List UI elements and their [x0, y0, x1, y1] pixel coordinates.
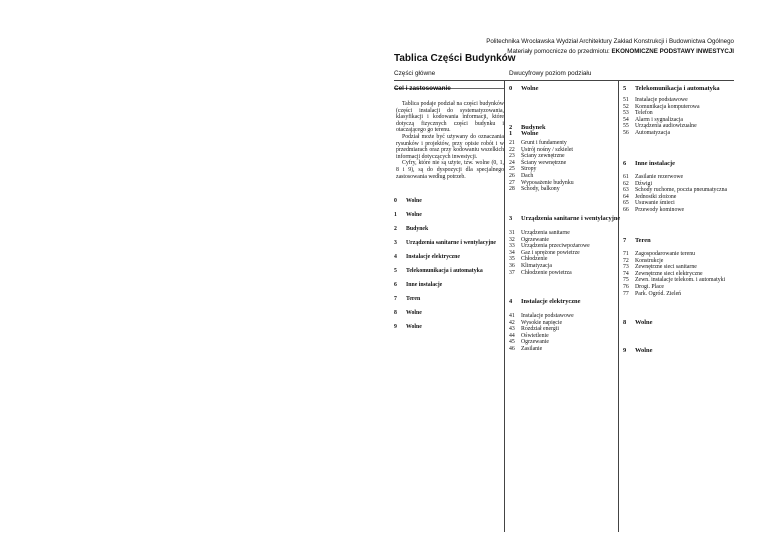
- item-number: 46: [509, 345, 515, 352]
- item-label: Zasilanie: [521, 345, 543, 352]
- list-item: [623, 117, 700, 124]
- main-part-number: 6: [394, 282, 397, 288]
- list-item: [509, 166, 574, 173]
- main-part-row: [394, 268, 483, 274]
- materials-prefix: Materiały pomocnicze do przedmiotu:: [507, 48, 612, 55]
- section-label: Budynek: [521, 124, 546, 131]
- main-part-number: 1: [394, 212, 397, 218]
- item-number: 77: [623, 290, 629, 297]
- item-number: 36: [509, 262, 515, 269]
- list-item: [509, 320, 574, 327]
- list-item: [623, 291, 725, 298]
- list-item: [623, 174, 727, 181]
- main-part-number: 2: [394, 226, 397, 232]
- item-label: Konstrukcje: [635, 257, 664, 264]
- purpose-paragraph: Podział może być używany do oznaczania rysunków i projektów, przy opisie robót i w przedmiarach oraz przy kodowaniu wszelkich informacji dotyczących inwestycji.: [396, 133, 504, 160]
- list-item: [509, 160, 574, 167]
- main-part-label: Wolne: [406, 212, 422, 218]
- item-label: Zewn. instalacje telekom. i automatyki: [635, 277, 726, 284]
- section-number: 5: [623, 85, 627, 92]
- item-number: 41: [509, 313, 515, 319]
- section-number: 8: [623, 319, 627, 326]
- main-part-number: 7: [394, 296, 397, 302]
- section-label: Urządzenia sanitarne i wentylacyjne: [521, 215, 621, 222]
- section-heading: [509, 130, 538, 137]
- item-label: Urządzenia audiowizualne: [635, 123, 697, 130]
- section-label: Teren: [635, 237, 651, 244]
- section-number: 0: [509, 85, 513, 92]
- item-number: 53: [623, 110, 629, 117]
- list-item: [623, 130, 700, 137]
- list-item: [509, 333, 574, 340]
- item-number: 21: [509, 140, 515, 146]
- item-number: 64: [623, 193, 629, 200]
- main-part-row: [394, 198, 422, 204]
- item-label: Dach: [521, 172, 534, 179]
- section-number: 2: [509, 124, 513, 131]
- section-heading: [509, 215, 620, 222]
- header-rule: [394, 80, 734, 81]
- item-label: Grunt i fundamenty: [521, 140, 567, 146]
- item-label: Urządzenia sanitarne: [521, 230, 570, 236]
- section-items: [623, 97, 700, 137]
- main-part-row: [394, 212, 422, 218]
- main-part-label: Wolne: [406, 310, 422, 316]
- item-label: Gaz i sprężone powietrze: [521, 249, 580, 256]
- item-number: 55: [623, 123, 629, 130]
- purpose-text: [396, 101, 504, 180]
- item-number: 35: [509, 256, 515, 263]
- section-heading: [509, 298, 580, 305]
- item-number: 61: [623, 174, 629, 180]
- item-label: Chłodzenie powietrza: [521, 269, 572, 276]
- list-item: [509, 263, 590, 270]
- item-label: Komunikacja komputerowa: [635, 103, 700, 110]
- item-number: 56: [623, 129, 629, 136]
- list-item: [509, 326, 574, 333]
- section-number: 7: [623, 237, 627, 244]
- main-part-number: 8: [394, 310, 397, 316]
- list-item: [509, 140, 574, 147]
- item-number: 65: [623, 200, 629, 207]
- section-label: Inne instalacje: [635, 160, 675, 167]
- item-label: Schody, balkony: [521, 186, 560, 193]
- course-name: EKONOMICZNE PODSTAWY INWESTYCJI: [611, 48, 734, 55]
- list-item: [509, 250, 590, 257]
- item-number: 54: [623, 116, 629, 123]
- list-item: [623, 264, 725, 271]
- item-number: 71: [623, 251, 629, 257]
- list-item: [623, 207, 727, 214]
- main-part-label: Teren: [406, 296, 421, 302]
- section-label: Wolne: [521, 130, 539, 137]
- item-label: Telefon: [635, 110, 653, 117]
- item-number: 62: [623, 180, 629, 187]
- section-number: 6: [623, 160, 627, 167]
- section-heading: [509, 85, 538, 92]
- main-part-number: 4: [394, 254, 397, 260]
- main-part-label: Telekomunikacja i automatyka: [406, 268, 483, 274]
- list-item: [623, 271, 725, 278]
- list-item: [623, 251, 725, 258]
- section-heading: [623, 347, 652, 354]
- item-number: 43: [509, 326, 515, 333]
- item-label: Urządzenia przeciwpożarowe: [521, 243, 590, 250]
- item-label: Rozdział energii: [521, 326, 560, 333]
- item-label: Instalacje podstawowe: [635, 97, 688, 103]
- item-number: 33: [509, 243, 515, 250]
- item-number: 52: [623, 103, 629, 110]
- list-item: [509, 230, 590, 237]
- section-label: Wolne: [521, 85, 539, 92]
- purpose-heading: Cel i zastosowanie: [394, 85, 451, 92]
- main-part-number: 3: [394, 240, 397, 246]
- column-divider-1: [504, 81, 505, 532]
- list-item: [509, 313, 574, 320]
- item-number: 28: [509, 186, 515, 193]
- section-heading: [509, 124, 546, 131]
- item-number: 74: [623, 270, 629, 277]
- item-label: Klimatyzacja: [521, 262, 552, 269]
- item-number: 22: [509, 146, 515, 153]
- main-part-row: [394, 310, 422, 316]
- item-label: Wyposażenie budynku: [521, 179, 574, 186]
- list-item: [509, 153, 574, 160]
- item-number: 44: [509, 332, 515, 339]
- column-header-main: Części główne: [394, 70, 436, 77]
- main-part-row: [394, 240, 496, 246]
- main-part-label: Wolne: [406, 198, 422, 204]
- institution-header: Politechnika Wrocławska Wydział Architektury Zakład Konstrukcji i Budownictwa Ogólnego: [486, 38, 734, 45]
- item-label: Zewnętrzne sieci sanitarne: [635, 264, 697, 271]
- list-item: [623, 284, 725, 291]
- item-label: Ogrzewanie: [521, 236, 550, 243]
- item-label: Ściany wewnętrzne: [521, 159, 567, 166]
- section-number: 3: [509, 215, 513, 222]
- item-label: Instalacje podstawowe: [521, 313, 574, 319]
- course-subtitle: [0, 48, 734, 55]
- item-number: 37: [509, 269, 515, 276]
- section-items: [623, 174, 727, 214]
- section-number: 1: [509, 130, 513, 137]
- item-label: Drogi. Place: [635, 283, 664, 290]
- section-items: [623, 251, 725, 297]
- item-number: 72: [623, 257, 629, 264]
- list-item: [509, 180, 574, 187]
- list-item: [509, 237, 590, 244]
- item-label: Zagospodarowanie terenu: [635, 251, 696, 257]
- list-item: [623, 187, 727, 194]
- item-label: Chłodzenie: [521, 256, 548, 263]
- item-number: 23: [509, 153, 515, 160]
- main-part-label: Instalacje elektryczne: [406, 254, 460, 260]
- main-part-label: Budynek: [406, 226, 429, 232]
- item-label: Usuwanie śmieci: [635, 200, 675, 207]
- section-label: Wolne: [635, 347, 653, 354]
- main-part-row: [394, 226, 428, 232]
- item-number: 76: [623, 283, 629, 290]
- item-label: Park. Ogród. Zieleń: [635, 290, 682, 297]
- list-item: [509, 173, 574, 180]
- item-number: 24: [509, 159, 515, 166]
- section-heading: [623, 85, 720, 92]
- page-title: Tablica Części Budynków: [394, 53, 516, 64]
- purpose-paragraph: Tablica podaje podział na części budynków (części instalacji do systematyzowania, klasyfikacji i kodowania informacji, które dotyczą fizycznych części budynku i otaczającego go terenu.: [396, 101, 504, 134]
- item-label: Automatyzacja: [635, 129, 671, 136]
- main-part-row: [394, 296, 420, 302]
- main-part-label: Inne instalacje: [406, 282, 443, 288]
- section-label: Instalacje elektryczne: [521, 298, 581, 305]
- list-item: [623, 97, 700, 104]
- list-item: [623, 200, 727, 207]
- purpose-paragraph: Cyfry, które nie są użyte, tzw. wolne (0, 1, 8 i 9), są do dyspozycji dla specjalnego zastosowania według potrzeb.: [396, 160, 504, 180]
- item-number: 66: [623, 206, 629, 213]
- item-number: 51: [623, 97, 629, 103]
- section-items: [509, 140, 574, 193]
- item-label: Alarm i sygnalizacja: [635, 116, 683, 123]
- list-item: [509, 243, 590, 250]
- item-number: 42: [509, 319, 515, 326]
- column-divider-2: [618, 81, 619, 532]
- list-item: [509, 346, 574, 353]
- item-number: 34: [509, 249, 515, 256]
- main-part-row: [394, 254, 460, 260]
- item-label: Dźwigi: [635, 180, 653, 187]
- section-items: [509, 230, 590, 276]
- section-label: Wolne: [635, 319, 653, 326]
- list-item: [509, 186, 574, 193]
- item-label: Ściany zewnętrzne: [521, 153, 565, 160]
- item-label: Wysokie napięcie: [521, 319, 563, 326]
- item-number: 32: [509, 236, 515, 243]
- list-item: [623, 181, 727, 188]
- item-label: Przewody kominowe: [635, 206, 685, 213]
- list-item: [623, 258, 725, 265]
- list-item: [509, 256, 590, 263]
- list-item: [623, 123, 700, 130]
- item-number: 25: [509, 166, 515, 173]
- item-number: 31: [509, 230, 515, 236]
- main-part-label: Wolne: [406, 324, 422, 330]
- main-part-row: [394, 324, 422, 330]
- list-item: [509, 339, 574, 346]
- item-number: 26: [509, 172, 515, 179]
- item-label: Ustrój nośny / szkielet: [521, 146, 574, 153]
- item-label: Stropy: [521, 166, 537, 173]
- section-heading: [623, 160, 675, 167]
- item-number: 27: [509, 179, 515, 186]
- section-label: Telekomunikacja i automatyka: [635, 85, 720, 92]
- list-item: [623, 194, 727, 201]
- section-heading: [623, 237, 651, 244]
- section-number: 4: [509, 298, 513, 305]
- main-part-row: [394, 282, 442, 288]
- list-item: [623, 110, 700, 117]
- list-item: [509, 270, 590, 277]
- main-part-number: 9: [394, 324, 397, 330]
- item-number: 63: [623, 187, 629, 194]
- item-label: Schody ruchome, poczta pneumatyczna: [635, 187, 728, 194]
- item-number: 45: [509, 339, 515, 346]
- list-item: [623, 277, 725, 284]
- main-part-number: 5: [394, 268, 397, 274]
- section-number: 9: [623, 347, 627, 354]
- section-heading: [623, 319, 652, 326]
- item-number: 73: [623, 264, 629, 271]
- item-label: Ogrzewanie: [521, 339, 550, 346]
- main-part-number: 0: [394, 198, 397, 204]
- item-label: Zasilanie rezerwowe: [635, 174, 684, 180]
- section-items: [509, 313, 574, 353]
- item-label: Oświetlenie: [521, 332, 549, 339]
- item-label: Zewnętrzne sieci elektryczne: [635, 270, 703, 277]
- item-label: Jednostki złożone: [635, 193, 677, 200]
- item-number: 75: [623, 277, 629, 284]
- column-header-detail: Dwucyfrowy poziom podziału: [509, 70, 592, 77]
- main-part-label: Urządzenia sanitarne i wentylacyjne: [406, 240, 496, 246]
